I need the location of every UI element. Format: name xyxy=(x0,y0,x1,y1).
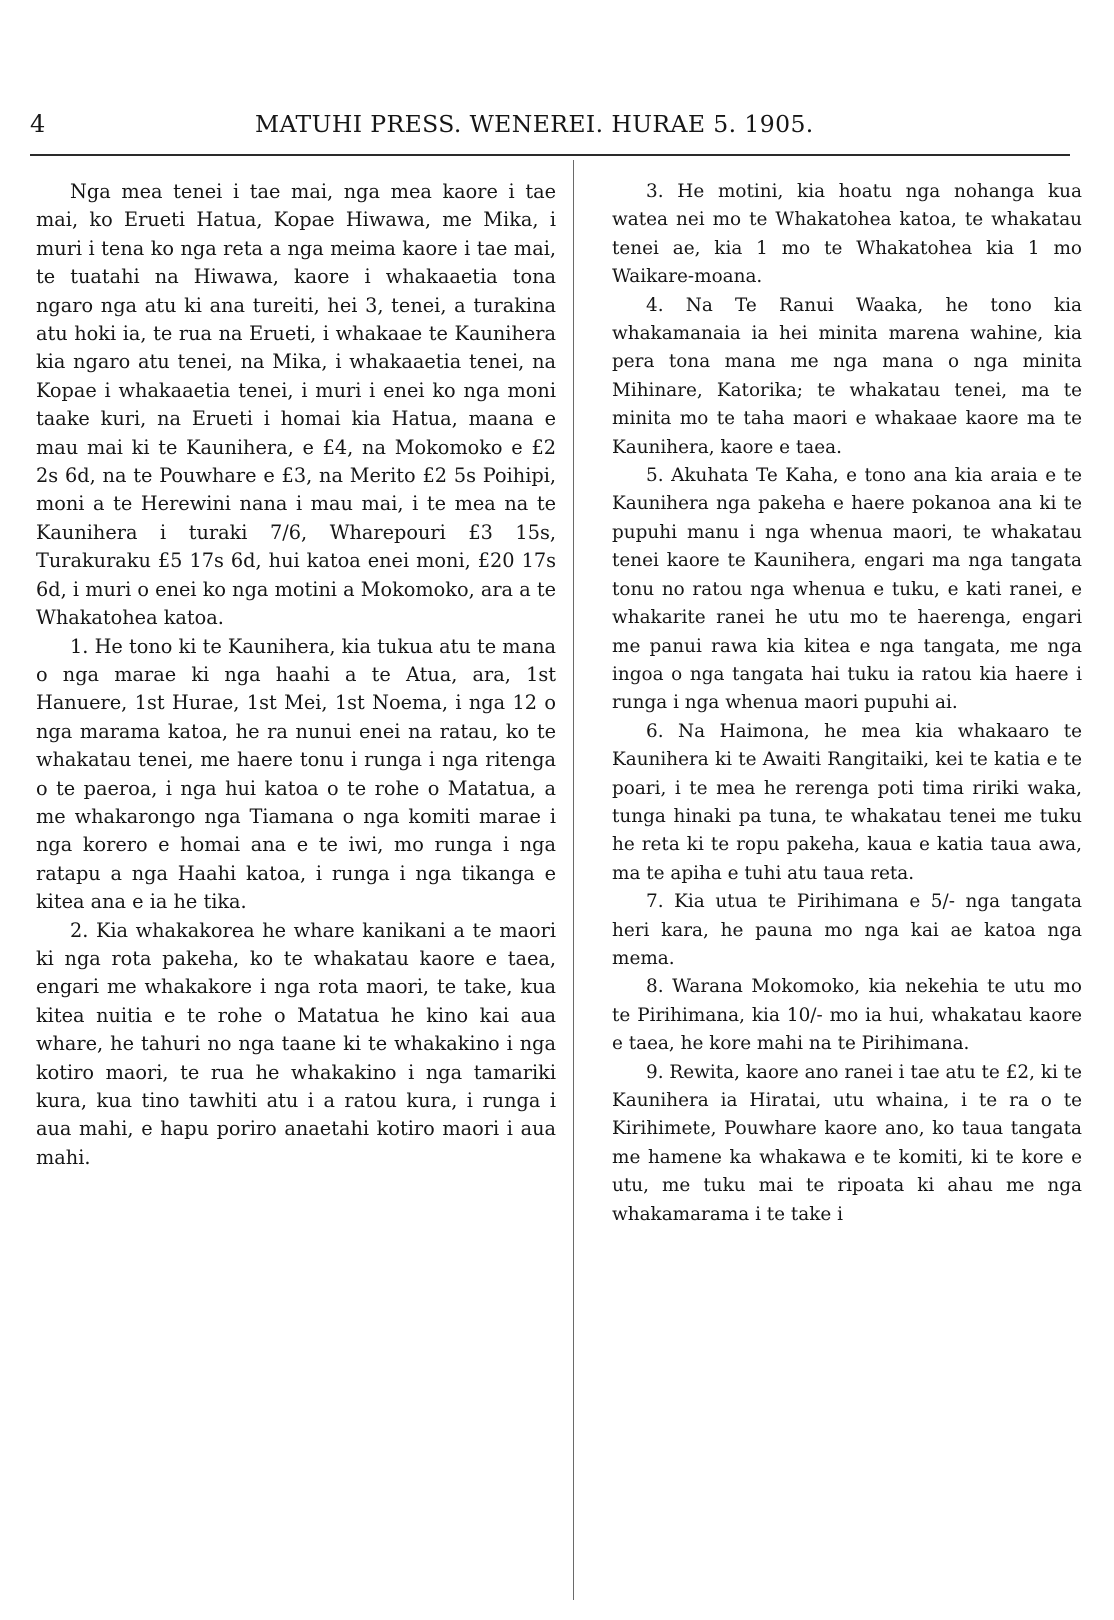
left-column xyxy=(36,178,556,1172)
paragraph: 3. He motini, kia hoatu nga nohanga kua watea nei mo te Whakatohea katoa, te whakatau tenei ae, kia 1 mo te Whakatohea kia 1 mo Waikare-moana. xyxy=(612,181,1082,288)
paragraph: 5. Akuhata Te Kaha, e tono ana kia araia e te Kaunihera nga pakeha e haere pokanoa ana ki te pupuhi manu i nga whenua maori, te whakatau tenei kaore te Kaunihera, engari ma nga tangata tonu no ratou nga whenua e tuku, e kati ranei, e whakarite ranei he utu mo te haerenga, engari me panui rawa kia kitea e nga tangata, me nga ingoa o nga tangata hai tuku ia ratou kia haere i runga i nga whenua maori pupuhi ai. xyxy=(612,465,1082,714)
column-divider xyxy=(573,160,574,1600)
newspaper-masthead: MATUHI PRESS. WENEREI. HURAE 5. 1905. xyxy=(255,110,814,138)
page-header xyxy=(30,104,1070,144)
page-number: 4 xyxy=(30,110,46,138)
paragraph: 9. Rewita, kaore ano ranei i tae atu te £2, ki te Kaunihera ia Hiratai, utu whaina, i te ra o te Kirihimete, Pouwhare kaore ano, ko taua tangata me hamene ka whakawa e te komiti, ki te kore e utu, me tuku mai te ripoata ki ahau me nga whakamarama i te take i xyxy=(612,1061,1082,1225)
paragraph: 6. Na Haimona, he mea kia whakaaro te Kaunihera ki te Awaiti Rangitaiki, kei te katia e te poari, i te mea he rerenga poti tima ririki waka, tunga hinaki pa tuna, te whakatau tenei me tuku he reta ki te ropu pakeha, kaua e katia taua awa, ma te apiha e tuhi atu taua reta. xyxy=(612,720,1082,884)
paragraph: 1. He tono ki te Kaunihera, kia tukua atu te mana o nga marae ki nga haahi a te Atua, ara, 1st Hanuere, 1st Hurae, 1st Mei, 1st Noema, i nga 12 o nga marama katoa, he ra nunui enei na ratau, ko te whakatau tenei, me haere tonu i runga i nga ritenga o te paeroa, i nga hui katoa o te rohe o Matatua, a me whakarongo nga Tiamana o nga komiti marae i nga korero e homai ana e te iwi, mo runga i nga ratapu a nga Haahi katoa, i runga i nga tikanga e kitea ana e ia he tika. xyxy=(36,634,556,914)
paragraph: 7. Kia utua te Pirihimana e 5/- nga tangata heri kara, he pauna mo nga kai ae katoa nga mema. xyxy=(612,891,1082,969)
paragraph: Nga mea tenei i tae mai, nga mea kaore i tae mai, ko Erueti Hatua, Kopae Hiwawa, me Mika, i muri i tena ko nga reta a nga meima kaore i tae mai, te tuatahi na Hiwawa, kaore i whakaaetia tona ngaro nga atu ki ana tureiti, hei 3, tenei, a turakina atu hoki ia, te rua na Erueti, i whakaae te Kaunihera kia ngaro atu tenei, na Mika, i whakaaetia tenei, na Kopae i whakaaetia tenei, i muri i enei ko nga moni taake kuri, na Erueti i homai kia Hatua, maana e mau mai ki te Kaunihera, e £4, na Mokomoko e £2 2s 6d, na te Pouwhare e £3, na Merito £2 5s Poihipi, moni a te Herewini nana i mau mai, i te mea na te Kaunihera i turaki 7/6, Wharepouri £3 15s, Turakuraku £5 17s 6d, hui katoa enei moni, £20 17s 6d, i muri o enei ko nga motini a Mokomoko, ara a te Whakatohea katoa. xyxy=(36,180,556,630)
header-rule xyxy=(30,154,1070,156)
paragraph: 2. Kia whakakorea he whare kanikani a te maori ki nga rota pakeha, ko te whakatau kaore e taea, engari me whakakore i nga rota maori, te take, kua kitea nuitia e te rohe o Matatua he kino kai aua whare, he tahuri no nga taane ki te whakakino i nga kotiro maori, te rua he whakakino i nga tamariki kura, kua tino tawhiti atu i a ratou kura, i runga i aua mahi, e hapu poriro anaetahi kotiro maori i aua mahi. xyxy=(36,918,556,1169)
paragraph: 4. Na Te Ranui Waaka, he tono kia whakamanaia ia hei minita marena wahine, kia pera tona mana me nga mana o nga minita Mihinare, Katorika; te whakatau tenei, ma te minita mo te taha maori e whakaae kaore ma te Kaunihera, kaore e taea. xyxy=(612,294,1082,458)
paragraph: 8. Warana Mokomoko, kia nekehia te utu mo te Pirihimana, kia 10/- mo ia hui, whakatau kaore e taea, he kore mahi na te Pirihimana. xyxy=(612,976,1082,1055)
right-column xyxy=(612,178,1082,1229)
